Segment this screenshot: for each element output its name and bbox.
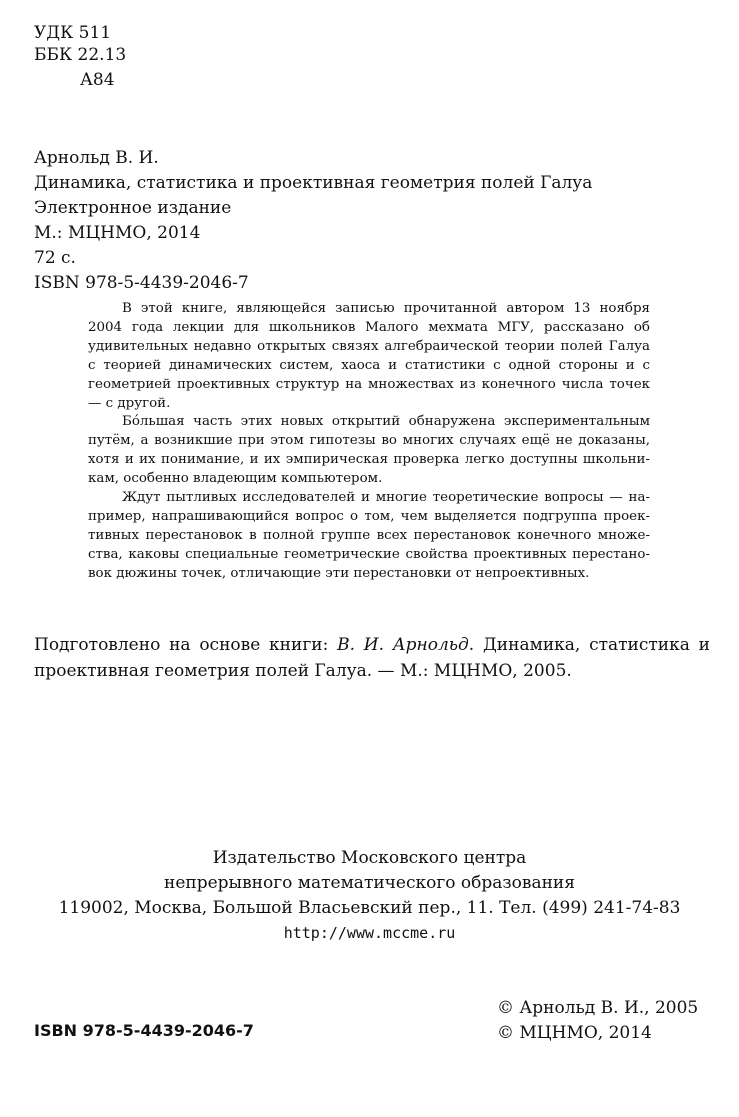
- udk-code: УДК 511: [34, 23, 112, 43]
- publisher-year: М.: МЦНМО, 2014: [34, 223, 201, 243]
- book-title: Динамика, статистика и проективная геометрия полей Галуа: [34, 173, 593, 193]
- abstract-paragraph: Бóльшая часть этих новых открытий обнаружена экспериментальным путём, а возникшие при этом гипотезы во многих случаях ещё не доказаны, хотя и их понимание, и их эмпирическая проверка легко доступны школьникам, особенно владеющим компьютером.: [88, 414, 650, 487]
- abstract-paragraph: Ждут пытливых исследователей и многие теоретические вопросы — например, напрашивающийся вопрос о том, чем выделяется подгруппа проективных перестановок в полной группе всех перестановок конечного множества, каковы специальные геометрические свойства проективных перестановок дюжины точек, отличающие эти перестановки от непроективных.: [88, 490, 650, 581]
- page-count: 72 с.: [34, 248, 76, 268]
- author-mark: А84: [80, 70, 115, 90]
- isbn: ISBN 978-5-4439-2046-7: [34, 273, 249, 293]
- copyright-publisher: © МЦНМО, 2014: [497, 1023, 652, 1043]
- prepared-note: [34, 632, 710, 684]
- prepared-author: В. И. Арнольд: [337, 635, 469, 655]
- publisher-block: [0, 846, 739, 946]
- copyright-author: © Арнольд В. И., 2005: [497, 998, 699, 1018]
- abstract-paragraph: В этой книге, являющейся записью прочитанной автором 13 ноября 2004 года лекции для школьников Малого мехмата МГУ, рассказано об удивительных недавно открытых связях алгебраической теории полей Галуа с теорией динамических систем, хаоса и статистики с одной стороны и с геометрией проективных структур на множествах из конечного числа точек — с другой.: [88, 301, 650, 411]
- prepared-prefix: Подготовлено на основе книги:: [34, 635, 338, 655]
- isbn-footer: ISBN 978-5-4439-2046-7: [34, 1021, 254, 1040]
- prepared-rest: . Динамика, статистика и проективная геометрия полей Галуа. — М.: МЦНМО, 2005.: [34, 635, 711, 681]
- copyright-block: [497, 996, 698, 1046]
- publisher-address: 119002, Москва, Большой Власьевский пер., 11. Тел. (499) 241-74-83: [58, 898, 681, 918]
- author-name: Арнольд В. И.: [34, 148, 159, 168]
- abstract: [88, 300, 650, 584]
- publisher-name-line2: непрерывного математического образования: [164, 873, 575, 893]
- bbk-code: ББК 22.13: [34, 45, 127, 65]
- edition-note: Электронное издание: [34, 198, 232, 218]
- publisher-name-line1: Издательство Московского центра: [212, 848, 527, 868]
- publisher-url[interactable]: http://www.mccme.ru: [283, 924, 456, 942]
